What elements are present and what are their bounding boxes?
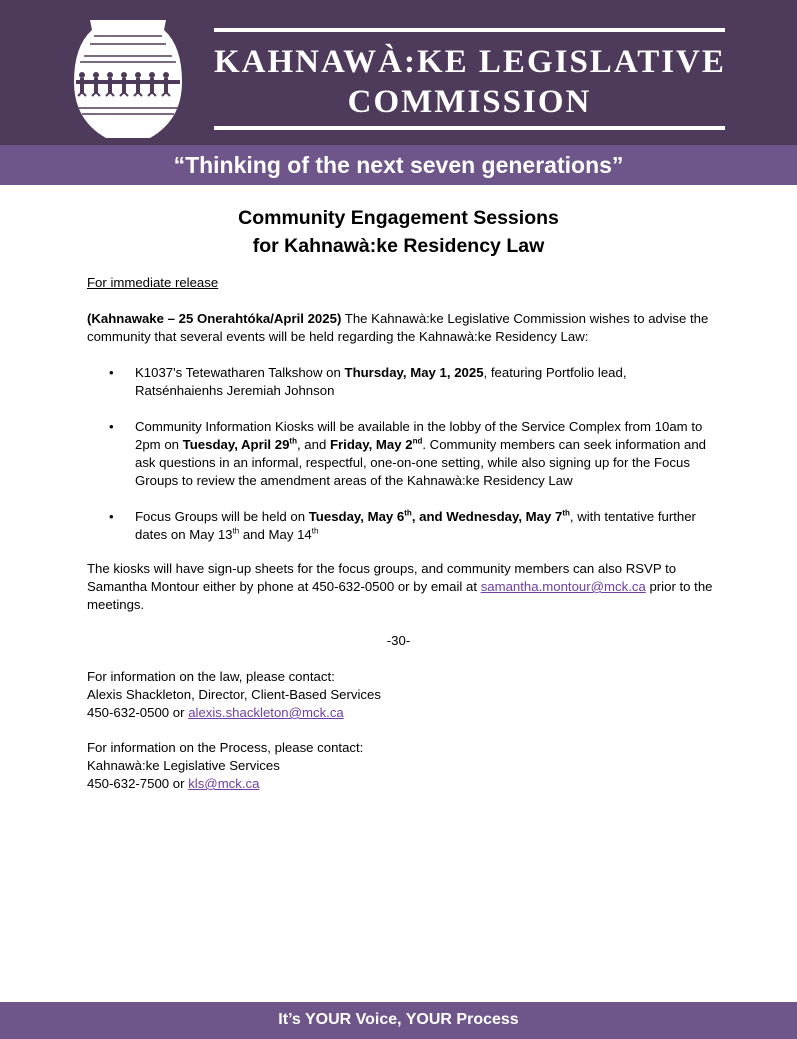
bullet3-date1: Tuesday, May 6 <box>308 509 405 524</box>
release-label-text: For immediate release <box>87 275 219 290</box>
bullet3-date2: , and Wednesday, May 7 <box>411 509 563 524</box>
contact1-heading: For information on the law, please contact: <box>87 669 335 684</box>
rsvp-text-end: prior to the meetings. <box>87 579 713 612</box>
bullet2-post: . Community members can seek information and ask questions in an informal, respectful, one-on-one setting, while also signing up for the Focus Groups to review the amendment areas of the Kahnawà:ke Residency Law <box>135 437 706 488</box>
contact2-phone-line <box>87 775 717 793</box>
dateline: (Kahnawake – 25 Onerahtóka/April 2025) <box>87 311 342 326</box>
bullet2-date1 <box>183 437 297 452</box>
contact1-phone-line <box>87 704 717 722</box>
contact2-heading: For information on the Process, please contact: <box>87 740 364 755</box>
rsvp-text: The kiosks will have sign-up sheets for the focus groups, and community members can also RSVP to Samantha Montour either by phone at 450-632-0500 or by email at <box>87 561 677 594</box>
bullet1-pre: K1037's Tetewatharen Talkshow on <box>135 365 345 380</box>
bullet2-date2 <box>330 437 422 452</box>
list-item <box>87 364 717 400</box>
bullet2-date2-text: Friday, May 2 <box>329 437 413 452</box>
intro-paragraph <box>87 310 717 346</box>
bullet2-mid: , and <box>296 437 330 452</box>
contact1-email-link[interactable]: alexis.shackleton@mck.ca <box>188 705 344 720</box>
bullet1-date: Thursday, May 1, 2025 <box>344 365 484 380</box>
bullet3-pre: Focus Groups will be held on <box>135 509 309 524</box>
end-marker: -30- <box>386 633 411 648</box>
contact2-name: Kahnawà:ke Legislative Services <box>87 758 280 773</box>
bullet2-sup1: th <box>289 436 297 446</box>
bullet2-sup2: nd <box>412 436 423 446</box>
pottery-vessel-logo <box>72 16 184 140</box>
contact2-phone: 450-632-7500 or <box>87 776 189 791</box>
bullet3-dates <box>309 509 570 524</box>
bullet3-sup3: th <box>232 526 240 536</box>
header-banner <box>0 0 797 145</box>
contact2-email-link[interactable]: kls@mck.ca <box>188 776 260 791</box>
contact1-name: Alexis Shackleton, Director, Client-Based Services <box>87 687 381 702</box>
bullet3-mid: , with tentative further dates on May 13 <box>135 509 696 542</box>
bullet-icon: • <box>109 419 114 434</box>
bullet-icon: • <box>109 509 114 524</box>
header-rule-top <box>214 28 725 32</box>
contact1-phone: 450-632-0500 or <box>87 705 189 720</box>
rsvp-email-link[interactable]: samantha.montour@mck.ca <box>480 579 646 594</box>
org-name-line2: COMMISSION <box>347 84 592 120</box>
tagline-banner: “Thinking of the next seven generations” <box>0 145 797 185</box>
title-line2: for Kahnawà:ke Residency Law <box>252 235 545 257</box>
release-label <box>87 274 717 292</box>
intro-text: The Kahnawà:ke Legislative Commission wishes to advise the community that several events will be held regarding the Kahnawà:ke Residency Law: <box>87 311 709 344</box>
contact-block-process <box>87 739 717 793</box>
bullet3-sup4: th <box>311 526 319 536</box>
header-rule-bottom <box>214 126 725 130</box>
list-item <box>87 418 717 490</box>
contact-block-law <box>87 668 717 722</box>
document-title <box>0 204 797 260</box>
org-name-line1: KAHNAWÀ:KE LEGISLATIVE <box>214 44 726 80</box>
footer-slogan: It’s YOUR Voice, YOUR Process <box>0 1002 797 1039</box>
bullet3-sup2: th <box>562 508 570 518</box>
bullet2-date1-text: Tuesday, April 29 <box>182 437 290 452</box>
bullet3-mid2: and May 14 <box>239 527 312 542</box>
rsvp-paragraph <box>87 560 717 614</box>
list-item <box>87 508 717 544</box>
bullet-icon: • <box>109 365 114 380</box>
event-list <box>87 364 717 562</box>
bullet3-sup1: th <box>404 508 412 518</box>
bullet2-pre: Community Information Kiosks will be available in the lobby of the Service Complex from 10am to 2pm on <box>135 419 703 452</box>
title-line1: Community Engagement Sessions <box>238 207 559 229</box>
bullet1-post: , featuring Portfolio lead, Ratsénhaienhs Jeremiah Johnson <box>135 365 627 398</box>
